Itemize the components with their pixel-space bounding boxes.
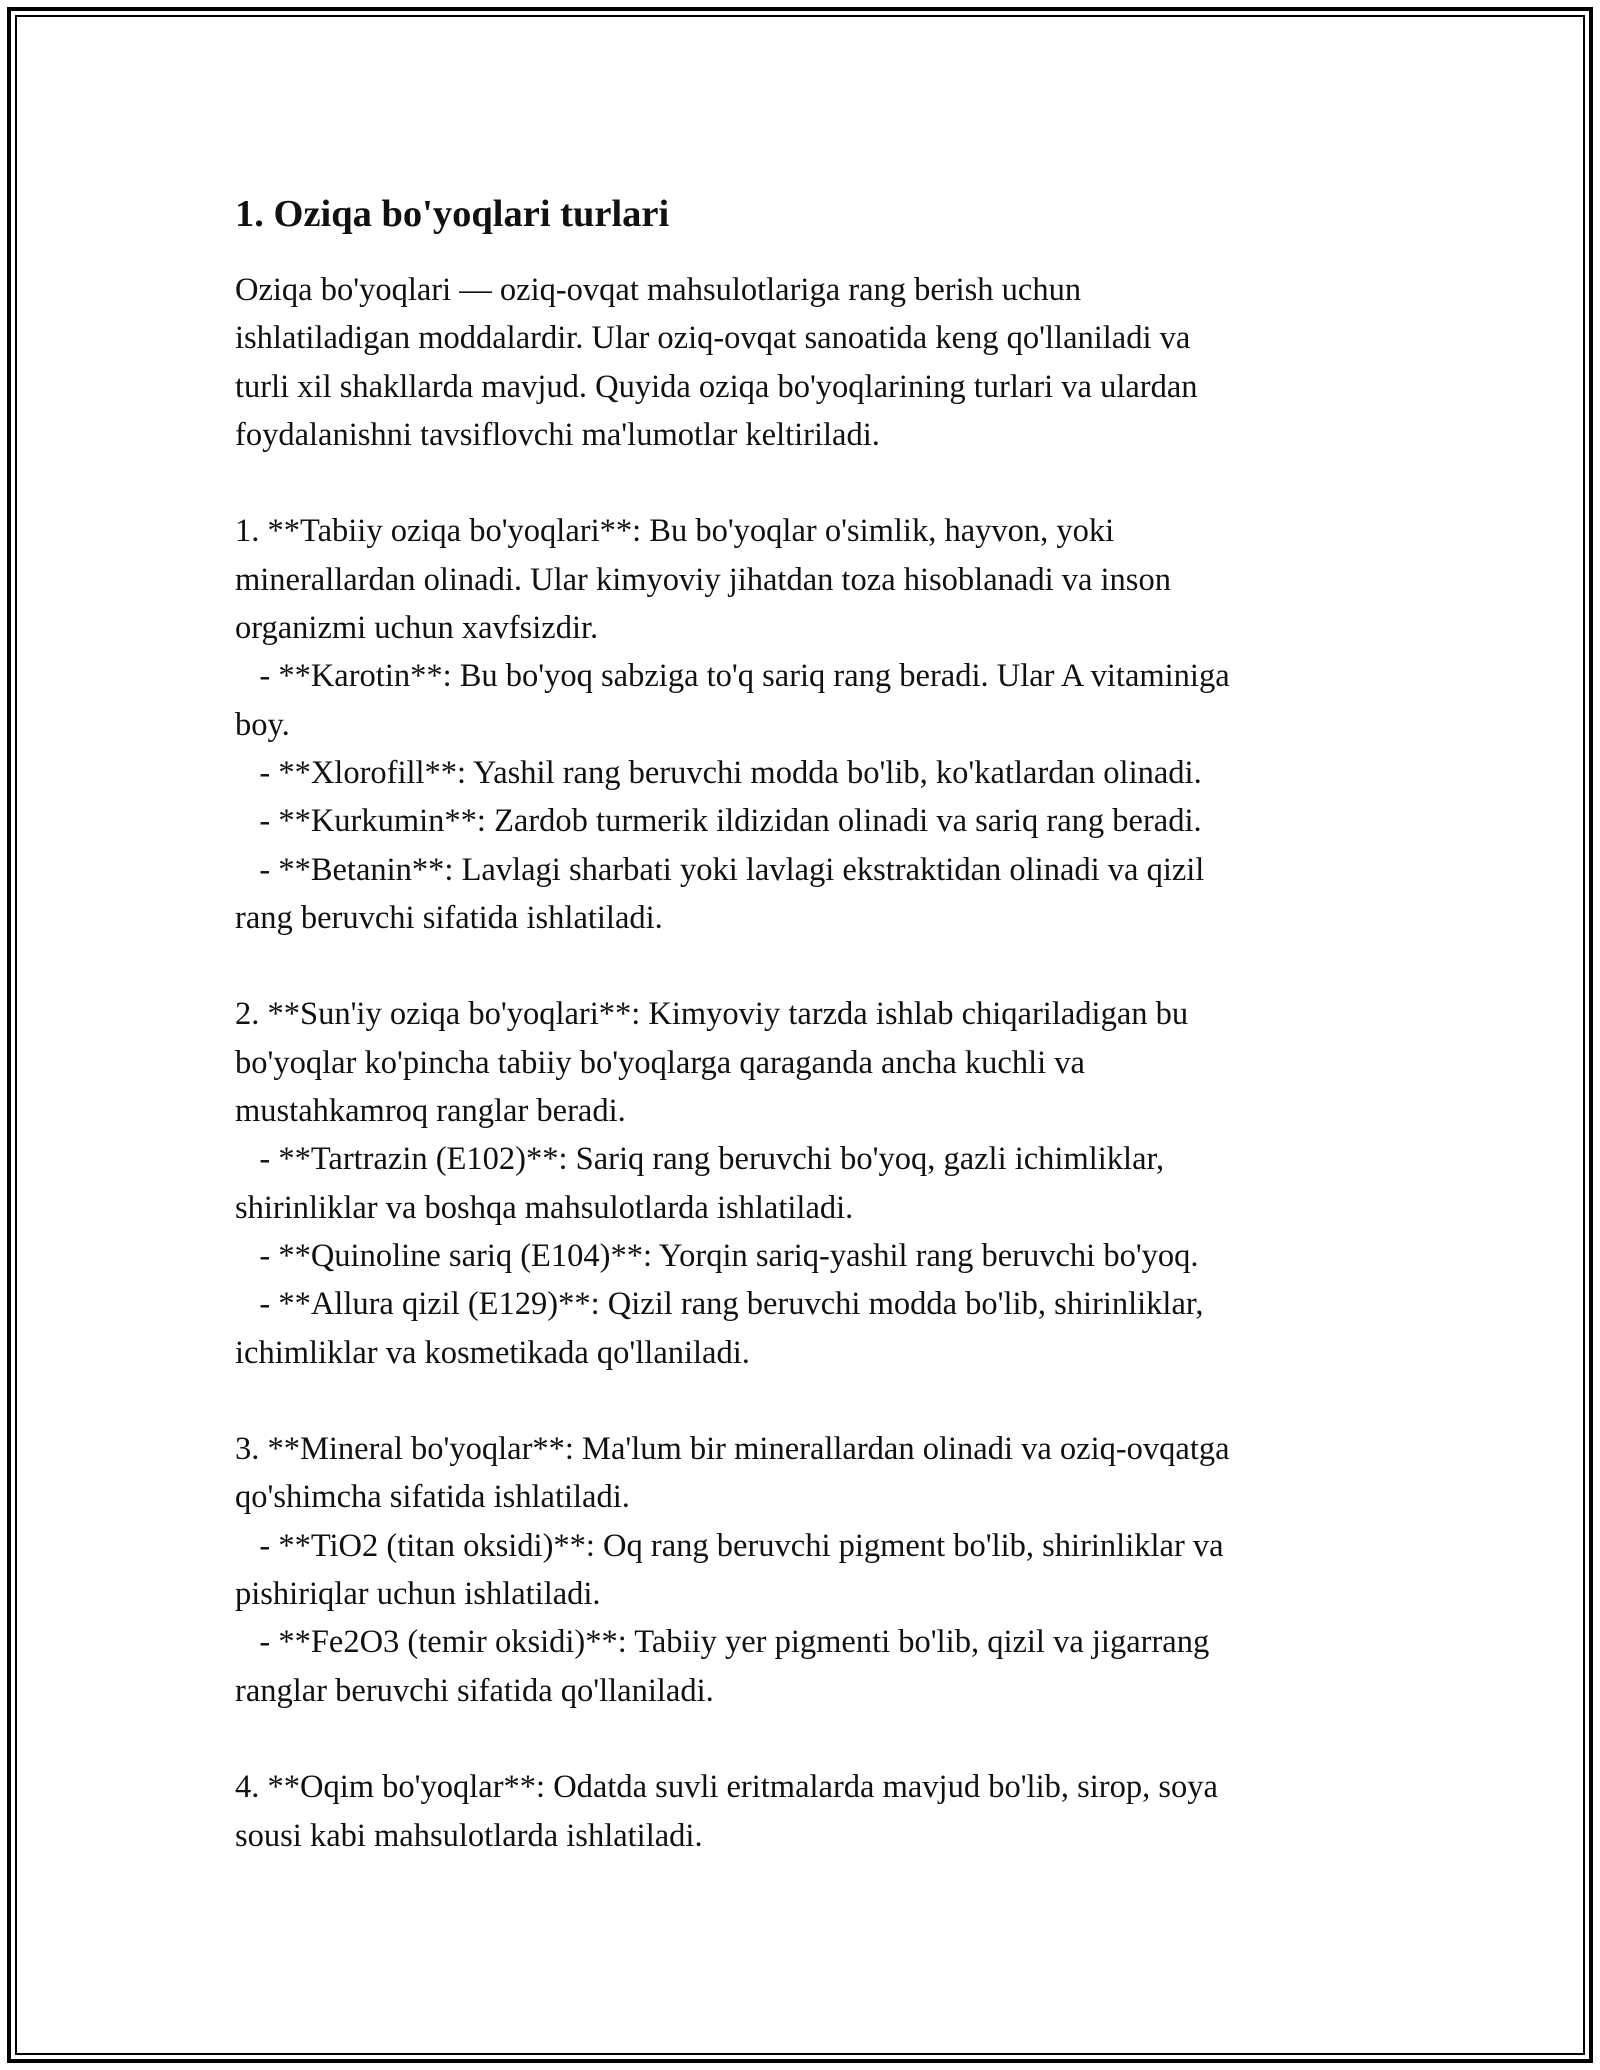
paragraph-gap: [235, 1715, 1380, 1763]
text-line: boy.: [235, 706, 290, 743]
text-line: pishiriqlar uchun ishlatiladi.: [235, 1576, 601, 1613]
list-item: - **Fe2O3 (temir oksidi)**: Tabiiy yer pigmenti bo'lib, qizil va jigarrang: [235, 1624, 1210, 1661]
list-item: - **Quinoline sariq (E104)**: Yorqin sariq-yashil rang beruvchi bo'yoq.: [235, 1237, 1199, 1274]
text-line: 4. **Oqim bo'yoqlar**: Odatda suvli eritmalarda mavjud bo'lib, sirop, soya: [235, 1769, 1218, 1806]
text-line: foydalanishni tavsiflovchi ma'lumotlar keltiriladi.: [235, 416, 880, 453]
section-mineral-dyes: [235, 1425, 1380, 1715]
text-line: shirinliklar va boshqa mahsulotlarda ishlatiladi.: [235, 1189, 854, 1226]
text-line: ichimliklar va kosmetikada qo'llaniladi.: [235, 1334, 750, 1371]
paragraph-gap: [235, 942, 1380, 990]
section-artificial-dyes: [235, 990, 1380, 1376]
text-line: ranglar beruvchi sifatida qo'llaniladi.: [235, 1672, 714, 1709]
intro-paragraph: [235, 266, 1380, 459]
paragraph-gap: [235, 1377, 1380, 1425]
document-body: [235, 186, 1380, 1860]
text-line: mustahkamroq ranglar beradi.: [235, 1093, 626, 1130]
list-item: - **Betanin**: Lavlagi sharbati yoki lavlagi ekstraktidan olinadi va qizil: [235, 851, 1205, 888]
list-item: - **Kurkumin**: Zardob turmerik ildizidan olinadi va sariq rang beradi.: [235, 803, 1202, 840]
section-flow-dyes: [235, 1763, 1380, 1860]
text-line: 3. **Mineral bo'yoqlar**: Ma'lum bir minerallardan olinadi va oziq-ovqatga: [235, 1431, 1230, 1468]
text-line: organizmi uchun xavfsizdir.: [235, 610, 599, 647]
list-item: - **TiO2 (titan oksidi)**: Oq rang beruvchi pigment bo'lib, shirinliklar va: [235, 1527, 1224, 1564]
text-line: minerallardan olinadi. Ular kimyoviy jihatdan toza hisoblanadi va inson: [235, 561, 1171, 598]
section-natural-dyes: [235, 507, 1380, 942]
text-line: rang beruvchi sifatida ishlatiladi.: [235, 899, 663, 936]
text-line: qo'shimcha sifatida ishlatiladi.: [235, 1479, 630, 1516]
text-line: bo'yoqlar ko'pincha tabiiy bo'yoqlarga qaraganda ancha kuchli va: [235, 1044, 1085, 1081]
text-line: 2. **Sun'iy oziqa bo'yoqlari**: Kimyoviy tarzda ishlab chiqariladigan bu: [235, 996, 1189, 1033]
document-title: 1. Oziqa bo'yoqlari turlari: [235, 193, 670, 235]
text-line: Oziqa bo'yoqlari — oziq-ovqat mahsulotlariga rang berish uchun: [235, 272, 1082, 308]
list-item: - **Karotin**: Bu bo'yoq sabziga to'q sariq rang beradi. Ular A vitaminiga: [235, 658, 1230, 695]
text-line: 1. **Tabiiy oziqa bo'yoqlari**: Bu bo'yoqlar o'simlik, hayvon, yoki: [235, 513, 1115, 550]
paragraph-gap: [235, 459, 1380, 507]
text-line: turli xil shakllarda mavjud. Quyida oziqa bo'yoqlarining turlari va ulardan: [235, 368, 1198, 405]
list-item: - **Allura qizil (E129)**: Qizil rang beruvchi modda bo'lib, shirinliklar,: [235, 1286, 1204, 1323]
text-line: ishlatiladigan moddalardir. Ular oziq-ovqat sanoatida keng qo'llaniladi va: [235, 320, 1191, 357]
list-item: - **Tartrazin (E102)**: Sariq rang beruvchi bo'yoq, gazli ichimliklar,: [235, 1141, 1165, 1178]
list-item: - **Xlorofill**: Yashil rang beruvchi modda bo'lib, ko'katlardan olinadi.: [235, 754, 1202, 791]
text-line: sousi kabi mahsulotlarda ishlatiladi.: [235, 1817, 703, 1854]
